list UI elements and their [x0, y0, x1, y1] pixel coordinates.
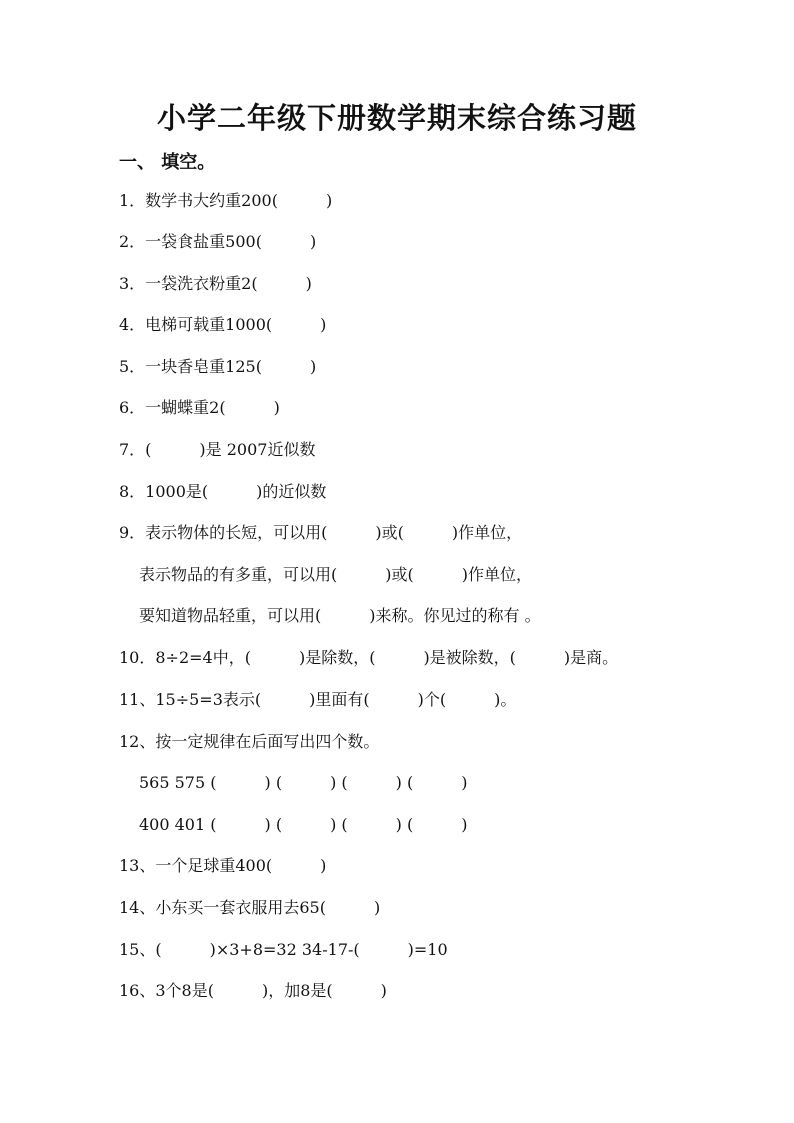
question-3: 3．一袋洗衣粉重2( ) — [119, 274, 312, 293]
question-13: 13、一个足球重400( ) — [119, 856, 327, 875]
question-12-sequence-1: 565 575 ( ) ( ) ( ) ( ) — [139, 773, 468, 792]
page-title: 小学二年级下册数学期末综合练习题 — [156, 101, 637, 135]
section-heading: 一、 填空。 — [119, 152, 216, 173]
question-4: 4．电梯可载重1000( ) — [119, 315, 327, 334]
question-8: 8．1000是( )的近似数 — [119, 482, 327, 501]
question-9-line-1: 9．表示物体的长短，可以用( )或( )作单位， — [119, 523, 523, 542]
question-16: 16、3个8是( )，加8是( ) — [119, 981, 387, 1000]
question-10: 10．8÷2=4中，( )是除数，( )是被除数，( )是商。 — [119, 648, 619, 667]
question-12: 12、按一定规律在后面写出四个数。 — [119, 732, 380, 751]
question-15: 15、( )×3+8=32 34-17-( )=10 — [119, 940, 448, 959]
question-1: 1．数学书大约重200( ) — [119, 191, 333, 210]
question-9-line-2: 表示物品的有多重，可以用( )或( )作单位， — [139, 565, 532, 584]
question-7: 7．( )是 2007近似数 — [119, 440, 316, 459]
question-14: 14、小东买一套衣服用去65( ) — [119, 898, 381, 917]
question-9-line-3: 要知道物品轻重，可以用( )来称。你见过的称有 。 — [139, 606, 541, 625]
question-11: 11、15÷5=3表示( )里面有( )个( )。 — [119, 690, 517, 709]
question-6: 6．一蝴蝶重2( ) — [119, 398, 280, 417]
question-12-sequence-2: 400 401 ( ) ( ) ( ) ( ) — [139, 815, 468, 834]
question-5: 5．一块香皂重125( ) — [119, 357, 317, 376]
question-2: 2．一袋食盐重500( ) — [119, 232, 317, 251]
